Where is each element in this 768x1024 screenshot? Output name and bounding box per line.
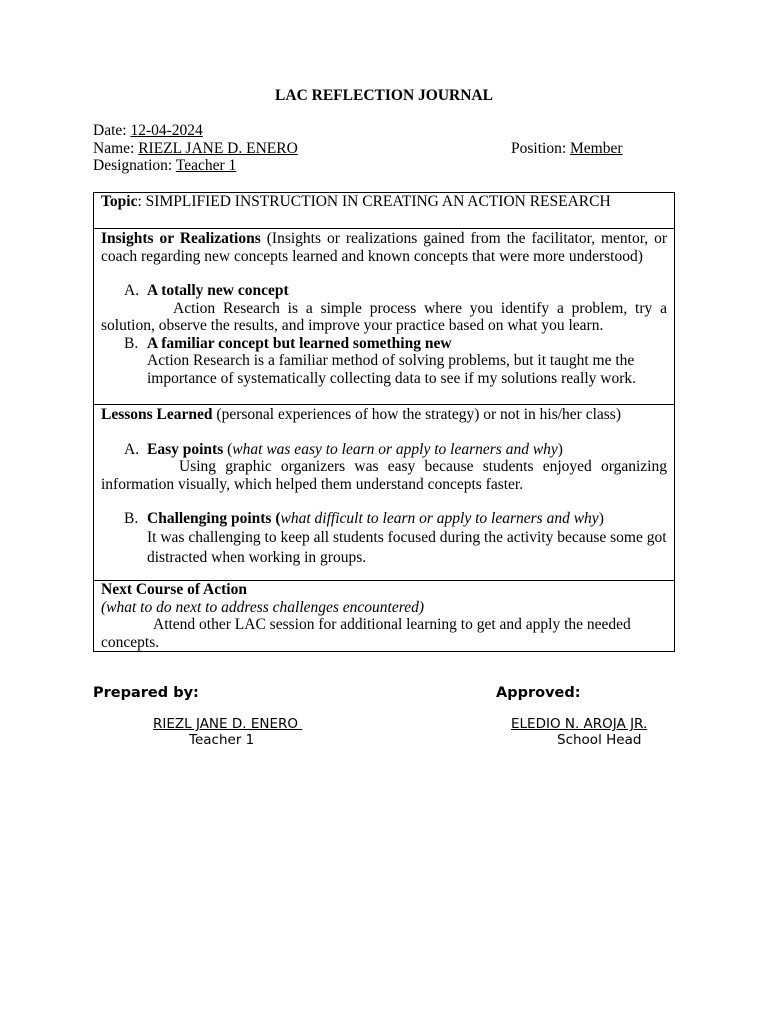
lessons-a-paren-close: ) bbox=[557, 440, 563, 458]
name-line bbox=[93, 140, 298, 158]
lessons-b-hint: what difficult to learn or apply to learners and why bbox=[280, 510, 599, 527]
next-action-label-wrap bbox=[101, 581, 667, 599]
designation-value: Teacher 1 bbox=[175, 157, 237, 174]
lessons-a-text: Using graphic organizers was easy because students enjoyed organizing information visually, which helped them understand concepts faster. bbox=[101, 458, 667, 493]
position-value: Member bbox=[570, 140, 623, 157]
topic-label: Topic bbox=[101, 193, 138, 210]
next-action-label: Next Course of Action bbox=[101, 581, 247, 598]
lessons-b-paren-close: ) bbox=[598, 510, 604, 527]
insights-b-title: A familiar concept but learned something new bbox=[147, 334, 452, 352]
lessons-b-letter: B. bbox=[124, 510, 139, 527]
insights-row bbox=[94, 229, 675, 405]
prepared-by-name: RIEZL JANE D. ENERO bbox=[153, 716, 303, 732]
next-action-text: Attend other LAC session for additional learning to get and apply the needed concepts. bbox=[101, 616, 631, 651]
date-line bbox=[93, 122, 203, 140]
designation-label: Designation: bbox=[93, 157, 176, 174]
name-label: Name: bbox=[93, 140, 139, 157]
insights-item-b bbox=[124, 335, 667, 353]
insights-b-text: Action Research is a familiar method of solving problems, but it taught me the importance of systematically collecting data to see if my solutions really work. bbox=[147, 352, 636, 387]
lessons-b-text: It was challenging to keep all students focused during the activity because some got distracted when working in groups. bbox=[147, 528, 667, 566]
document-title: LAC REFLECTION JOURNAL bbox=[275, 87, 493, 104]
lessons-a-hint: what was easy to learn or apply to learners and why bbox=[232, 440, 558, 458]
next-action-hint-wrap bbox=[101, 599, 667, 617]
insights-a-title: A totally new concept bbox=[147, 282, 289, 299]
insights-item-a bbox=[124, 282, 667, 300]
next-action-row bbox=[94, 581, 675, 652]
lessons-b-title: Challenging points ( bbox=[147, 510, 281, 527]
prepared-by-label: Prepared by: bbox=[93, 685, 199, 701]
insights-b-letter: B. bbox=[124, 334, 139, 352]
topic-text: : SIMPLIFIED INSTRUCTION IN CREATING AN ACTION RESEARCH bbox=[137, 193, 611, 210]
lessons-description: (personal experiences of how the strategy) or not in his/her class) bbox=[212, 406, 621, 423]
topic-cell bbox=[94, 193, 675, 229]
insights-header bbox=[101, 229, 667, 265]
lessons-a-heading bbox=[147, 441, 563, 459]
insights-label: Insights or Realizations bbox=[101, 230, 261, 247]
position-line bbox=[511, 140, 623, 158]
name-value: RIEZL JANE D. ENERO bbox=[138, 140, 298, 157]
insights-description: (Insights or realizations gained from the facilitator, mentor, or coach regarding new concepts learned and known concepts that were more understood) bbox=[101, 230, 667, 265]
insights-a-letter: A. bbox=[124, 282, 140, 299]
date-value: 12-04-2024 bbox=[130, 122, 203, 139]
insights-a-text: Action Research is a simple process where you identify a problem, try a solution, observe the results, and improve your practice based on what you learn. bbox=[101, 299, 667, 334]
lessons-b-heading bbox=[147, 510, 604, 528]
lessons-a-letter: A. bbox=[124, 440, 140, 458]
journal-table bbox=[93, 192, 675, 652]
approved-label: Approved: bbox=[496, 685, 581, 701]
next-action-cell bbox=[94, 581, 675, 652]
next-action-hint: (what to do next to address challenges encountered) bbox=[101, 598, 424, 616]
lessons-label: Lessons Learned bbox=[101, 406, 213, 423]
prepared-by-role: Teacher 1 bbox=[189, 732, 255, 748]
lessons-row bbox=[94, 405, 675, 581]
designation-line bbox=[93, 157, 236, 175]
approved-role: School Head bbox=[557, 732, 642, 748]
position-label: Position: bbox=[511, 140, 571, 157]
lessons-a-title: Easy points bbox=[147, 440, 224, 458]
lessons-a-paren-open: ( bbox=[223, 440, 233, 458]
topic-row bbox=[94, 193, 675, 229]
lessons-cell bbox=[94, 405, 675, 581]
lessons-item-b bbox=[124, 510, 667, 528]
approved-name: ELEDIO N. AROJA JR. bbox=[511, 716, 648, 732]
lessons-header bbox=[101, 405, 667, 424]
insights-cell bbox=[94, 229, 675, 405]
lessons-item-a bbox=[124, 441, 667, 459]
date-label: Date: bbox=[93, 122, 131, 139]
